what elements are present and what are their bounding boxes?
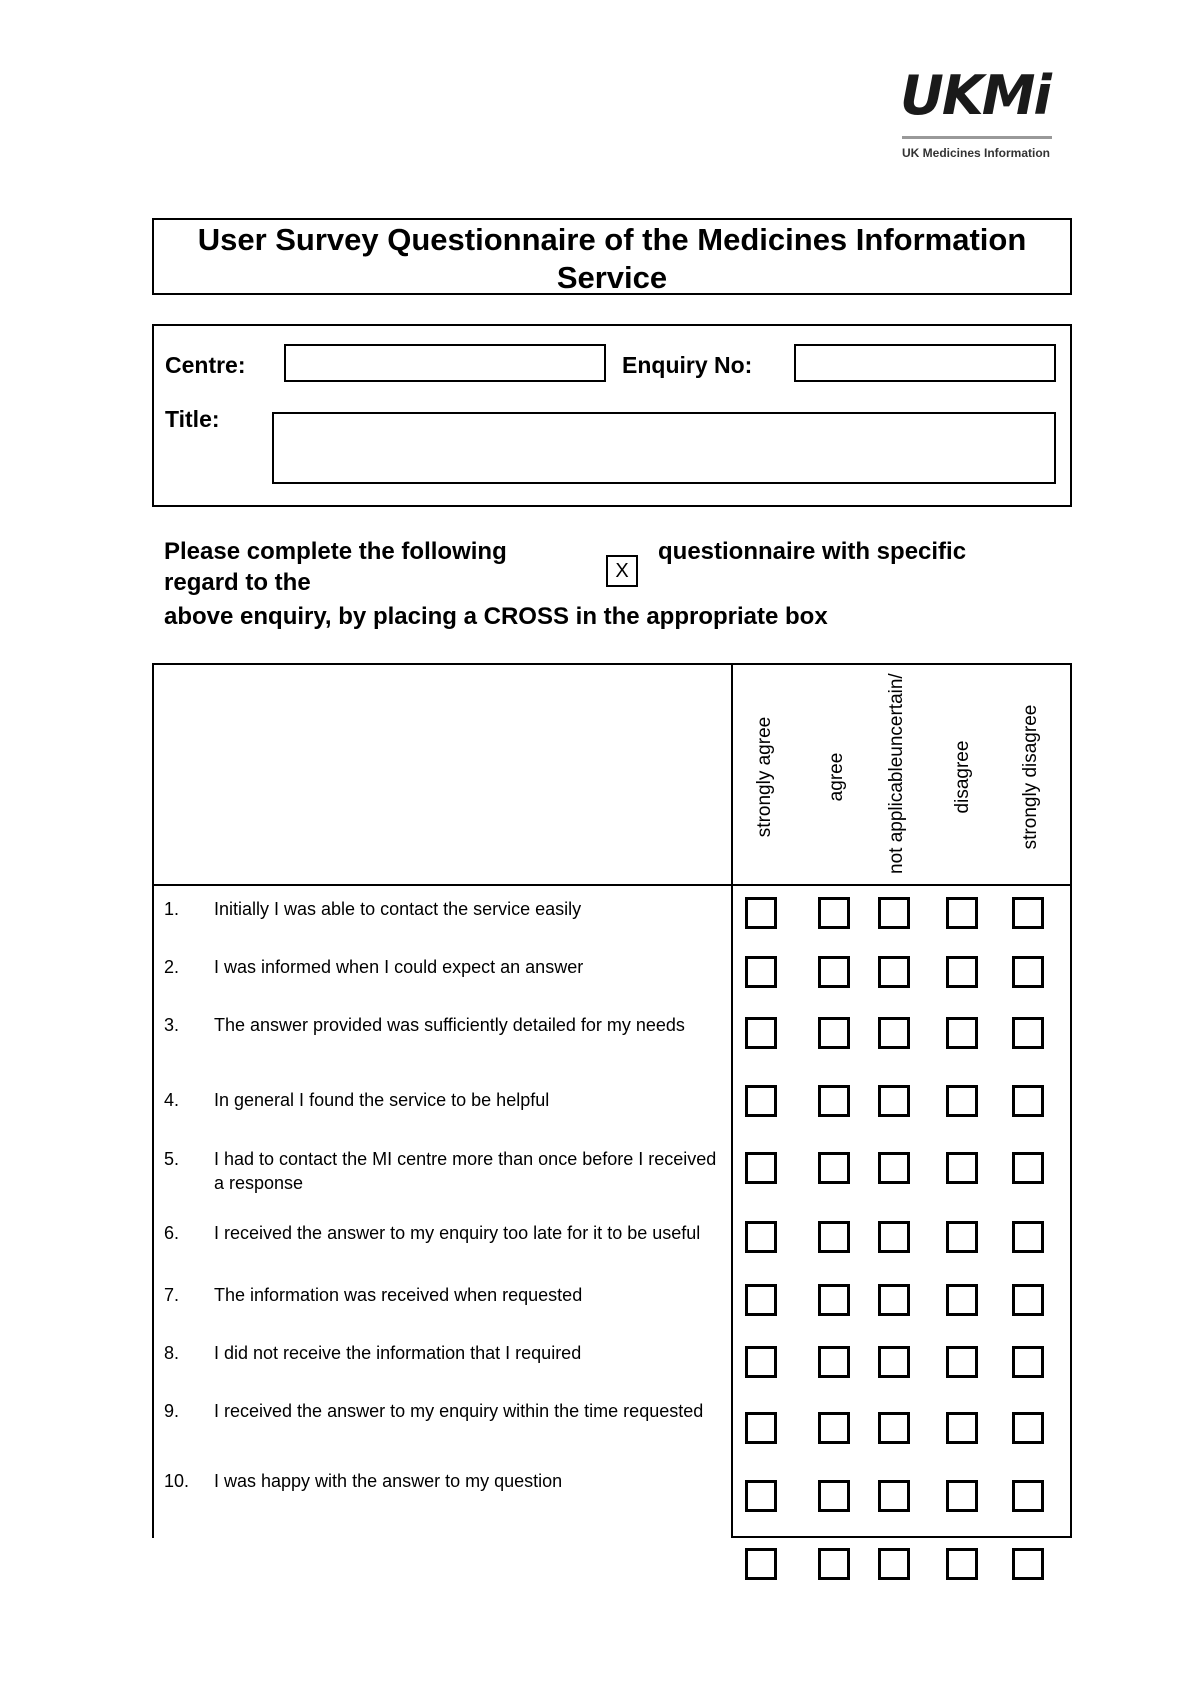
title-label: Title: (165, 406, 220, 432)
response-checkbox[interactable] (878, 1017, 910, 1049)
question-number: 5. (164, 1149, 180, 1169)
logo-subtitle: UK Medicines Information (902, 146, 1051, 160)
question-text: I received the answer to my enquiry within the time requested (214, 1401, 704, 1421)
response-checkbox[interactable] (818, 1152, 850, 1184)
question-text: The answer provided was sufficiently detailed for my needs (214, 1015, 685, 1035)
response-checkbox[interactable] (818, 1017, 850, 1049)
logo-rule (902, 136, 1052, 139)
response-checkbox[interactable] (878, 897, 910, 929)
survey-table (152, 663, 1072, 1538)
response-checkbox[interactable] (818, 1346, 850, 1378)
question-number: 1. (164, 899, 180, 919)
response-checkbox[interactable] (745, 1548, 777, 1580)
question-text: I had to contact the MI centre more than once before I received a response (214, 1149, 717, 1193)
response-checkbox[interactable] (878, 1412, 910, 1444)
table-divider-vertical (731, 663, 733, 1538)
response-checkbox[interactable] (878, 1221, 910, 1253)
response-checkbox[interactable] (946, 1346, 978, 1378)
centre-field[interactable] (284, 344, 606, 382)
logo-brand: UKMi (900, 64, 1050, 127)
response-checkbox[interactable] (818, 1480, 850, 1512)
question-number: 8. (164, 1343, 180, 1363)
response-checkbox[interactable] (1012, 1152, 1044, 1184)
column-header-strongly-agree: strongly agree (754, 716, 775, 838)
question-text: I was happy with the answer to my question (214, 1471, 563, 1491)
question-text: I received the answer to my enquiry too late for it to be useful (214, 1223, 701, 1243)
table-header-rule (152, 884, 1072, 886)
title-line-2: Service (556, 260, 668, 295)
question-number: 2. (164, 957, 180, 977)
response-checkbox[interactable] (1012, 956, 1044, 988)
table-border-top (152, 663, 1072, 665)
response-checkbox[interactable] (1012, 1085, 1044, 1117)
question-number: 6. (164, 1223, 180, 1243)
column-header-disagree: disagree (952, 740, 973, 814)
response-checkbox[interactable] (745, 1221, 777, 1253)
response-checkbox[interactable] (745, 1346, 777, 1378)
response-checkbox[interactable] (946, 1017, 978, 1049)
response-checkbox[interactable] (1012, 1346, 1044, 1378)
response-checkbox[interactable] (946, 1412, 978, 1444)
response-checkbox[interactable] (946, 1480, 978, 1512)
response-checkbox[interactable] (878, 1346, 910, 1378)
question-number: 7. (164, 1285, 180, 1305)
instruction-line-1-right: questionnaire with specific (658, 538, 967, 565)
response-checkbox[interactable] (818, 1085, 850, 1117)
question-number: 3. (164, 1015, 180, 1035)
question-number: 4. (164, 1090, 180, 1110)
response-checkbox[interactable] (946, 956, 978, 988)
response-checkbox[interactable] (878, 956, 910, 988)
column-header-agree: agree (826, 752, 847, 802)
response-checkbox[interactable] (745, 1480, 777, 1512)
instruction-line-1-left: Please complete the following (164, 538, 507, 565)
response-checkbox[interactable] (745, 897, 777, 929)
response-checkbox[interactable] (1012, 1480, 1044, 1512)
title-field[interactable] (272, 412, 1056, 484)
column-header-strongly-disagree: strongly disagree (1020, 704, 1041, 850)
response-checkbox[interactable] (745, 1412, 777, 1444)
title-line-1: User Survey Questionnaire of the Medicines Information (197, 222, 1027, 257)
response-checkbox[interactable] (878, 1480, 910, 1512)
response-checkbox[interactable] (878, 1548, 910, 1580)
response-checkbox[interactable] (818, 897, 850, 929)
document-title (152, 218, 1072, 295)
response-checkbox[interactable] (1012, 1548, 1044, 1580)
response-checkbox[interactable] (818, 956, 850, 988)
response-checkbox[interactable] (946, 1085, 978, 1117)
question-text: In general I found the service to be helpful (214, 1090, 550, 1110)
example-cross-box: X (606, 555, 638, 587)
response-checkbox[interactable] (818, 1548, 850, 1580)
response-checkbox[interactable] (1012, 897, 1044, 929)
response-checkbox[interactable] (878, 1284, 910, 1316)
response-checkbox[interactable] (878, 1152, 910, 1184)
response-checkbox[interactable] (946, 1221, 978, 1253)
table-border-bottom (731, 1536, 1072, 1538)
centre-label: Centre: (165, 352, 246, 378)
instruction-line-2: regard to the (164, 569, 311, 596)
response-checkbox[interactable] (946, 897, 978, 929)
enquiry-no-label: Enquiry No: (622, 352, 753, 378)
ukmi-logo (900, 66, 1070, 166)
enquiry-no-field[interactable] (794, 344, 1056, 382)
question-number: 10. (164, 1471, 190, 1491)
column-header-not-applicable-uncertain: not applicableuncertain/ (886, 673, 907, 874)
question-text: Initially I was able to contact the service easily (214, 899, 582, 919)
response-checkbox[interactable] (946, 1152, 978, 1184)
question-text: The information was received when requested (214, 1285, 583, 1305)
table-border-right (1070, 663, 1072, 1538)
response-checkbox[interactable] (818, 1284, 850, 1316)
response-checkbox[interactable] (1012, 1284, 1044, 1316)
response-checkbox[interactable] (745, 1284, 777, 1316)
response-checkbox[interactable] (745, 1085, 777, 1117)
response-checkbox[interactable] (946, 1284, 978, 1316)
instruction-line-3: above enquiry, by placing a CROSS in the appropriate box (164, 603, 828, 630)
response-checkbox[interactable] (878, 1085, 910, 1117)
table-border-left (152, 663, 154, 1538)
response-checkbox[interactable] (946, 1548, 978, 1580)
response-checkbox[interactable] (818, 1221, 850, 1253)
question-text: I did not receive the information that I required (214, 1343, 582, 1363)
response-checkbox[interactable] (745, 1152, 777, 1184)
response-checkbox[interactable] (1012, 1017, 1044, 1049)
response-checkbox[interactable] (745, 956, 777, 988)
response-checkbox[interactable] (818, 1412, 850, 1444)
question-number: 9. (164, 1401, 180, 1421)
response-checkbox[interactable] (1012, 1221, 1044, 1253)
response-checkbox[interactable] (1012, 1412, 1044, 1444)
question-text: I was informed when I could expect an answer (214, 957, 584, 977)
enquiry-details-box (152, 324, 1072, 507)
response-checkbox[interactable] (745, 1017, 777, 1049)
